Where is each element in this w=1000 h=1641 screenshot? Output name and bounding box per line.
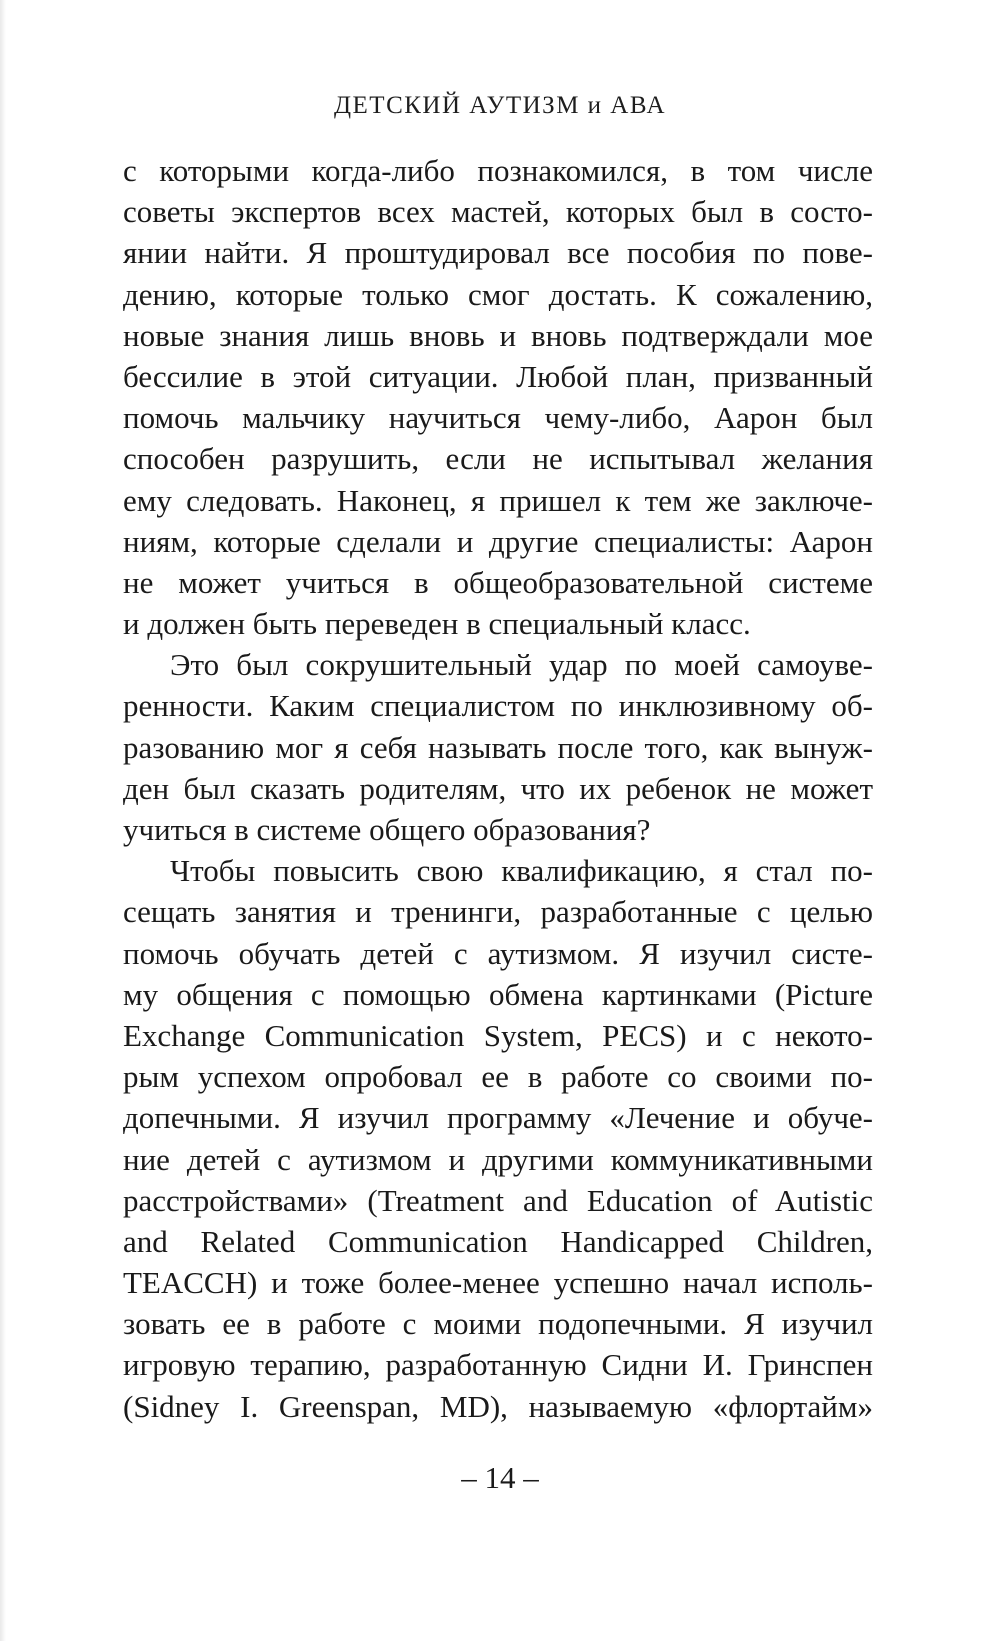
text-line: расстройствами» (Treatment and Education of Autistic	[123, 1182, 873, 1218]
text-line: ему следовать. Наконец, я пришел к тем же заключе-	[123, 482, 873, 518]
text-line: рым успехом опробовал ее в работе со своими по-	[123, 1059, 873, 1095]
text-line: ден был сказать родителям, что их ребенок не может	[123, 770, 873, 806]
text-line: помочь обучать детей с аутизмом. Я изучил систе-	[123, 935, 873, 971]
page-number: – 14 –	[461, 1460, 539, 1495]
text-line: учиться в системе общего образования?	[123, 812, 651, 847]
text-line: и должен быть переведен в специальный класс.	[123, 606, 751, 642]
body-text	[123, 150, 873, 1427]
page-edge-shadow	[0, 0, 6, 1641]
text-line: советы экспертов всех мастей, которых был в состо-	[123, 194, 873, 230]
text-line: дению, которые только смог достать. К сожалению,	[123, 276, 873, 312]
text-line: and Related Communication Handicapped Children,	[123, 1223, 873, 1259]
text-line: янии найти. Я проштудировал все пособия по пове-	[123, 235, 873, 271]
text-line: ниям, которые сделали и другие специалисты: Аарон	[123, 523, 873, 559]
text-line: игровую терапию, разработанную Сидни И. Гринспен	[123, 1347, 873, 1383]
running-title: ДЕТСКИЙ АУТИЗМ и АВА	[333, 92, 667, 119]
text-line: ренности. Каким специалистом по инклюзивному об-	[123, 688, 873, 724]
text-line: TEACCH) и тоже более-менее успешно начал исполь-	[123, 1265, 873, 1301]
text-line: Exchange Communication System, PECS) и с некото-	[123, 1017, 873, 1053]
text-line: помочь мальчику научиться чему-либо, Аарон был	[123, 400, 873, 436]
text-line: бессилие в этой ситуации. Любой план, призванный	[123, 358, 873, 394]
text-line: разованию мог я себя называть после того, как вынуж-	[123, 729, 873, 765]
text-line: допечными. Я изучил программу «Лечение и обуче-	[123, 1100, 873, 1136]
text-line: Это был сокрушительный удар по моей самоуве-	[170, 647, 873, 683]
text-line: Чтобы повысить свою квалификацию, я стал по-	[170, 853, 873, 889]
text-line: сещать занятия и тренинги, разработанные с целью	[123, 894, 873, 930]
text-line: новые знания лишь вновь и вновь подтверждали мое	[123, 317, 873, 353]
text-line: му общения с помощью обмена картинками (Picture	[123, 976, 873, 1012]
text-line: (Sidney I. Greenspan, MD), называемую «флортайм»	[123, 1388, 873, 1424]
text-line: способен разрушить, если не испытывал желания	[123, 441, 873, 477]
text-line: зовать ее в работе с моими подопечными. Я изучил	[123, 1306, 873, 1342]
text-line: не может учиться в общеобразовательной системе	[123, 564, 873, 600]
text-line: с которыми когда-либо познакомился, в том числе	[123, 153, 873, 188]
text-line: ние детей с аутизмом и другими коммуникативными	[123, 1141, 873, 1177]
